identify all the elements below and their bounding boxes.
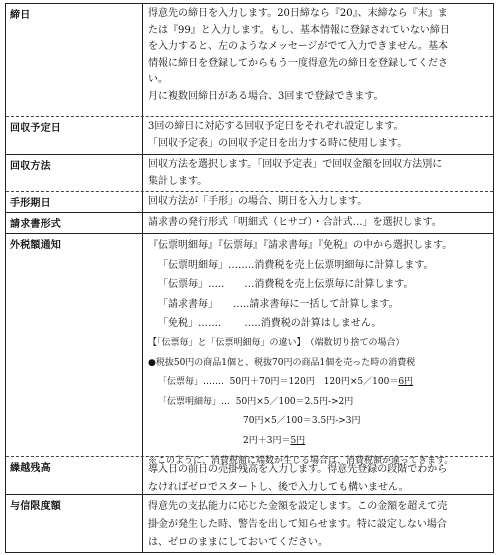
desc-line: 情報に締日を登録してからもう一度得意先の締日を登録してくださ	[148, 57, 448, 69]
label-credit-limit: 与信限度額	[10, 501, 61, 512]
desc-line: 『伝票明細毎』『伝票毎』『請求書毎』『免税』の中から選択します。	[148, 240, 453, 251]
example-label: 「伝票明細毎」…	[158, 396, 231, 407]
desc-collection-method	[148, 157, 489, 190]
label-collection-method: 回収方法	[10, 161, 51, 172]
desc-bill-due-date	[148, 194, 489, 211]
example-calc: 50円×5／100＝2.5円->2円	[235, 396, 354, 407]
label-external-tax-notice: 外税額通知	[10, 240, 61, 251]
difference-title: 【「伝票毎」と「伝票明細毎」の違い】 （端数切り捨ての場合）	[148, 337, 405, 348]
desc-line: なければゼロでスタートし、後で入力しても構いません。	[148, 481, 409, 493]
row-bill-due-date	[6, 191, 493, 213]
desc-credit-limit	[148, 498, 489, 552]
desc-external-tax-notice	[148, 236, 489, 471]
example-calc: 2円＋3円＝	[243, 435, 291, 446]
example-slip-detail	[148, 393, 489, 413]
row-collection-method	[6, 154, 493, 192]
desc-line: 掛金が発生した時、警告を出して知らせます。特に設定しない場合	[148, 519, 447, 530]
tax-option: 「伝票明細毎」……..消費税を売上伝票明細毎に計算します。	[158, 259, 434, 271]
row-collection-date	[6, 116, 493, 155]
example-sum	[148, 432, 489, 452]
desc-line: 3回の締日に対応する回収予定日をそれぞれ設定します。	[148, 121, 404, 132]
desc-line: 月に複数回締日がある場合、3回まで登録できます。	[148, 90, 384, 102]
tax-option: 「免税」……. …..消費税の計算はしません。	[158, 318, 382, 330]
example-result: 6円	[398, 377, 414, 388]
example-result: 5円	[290, 435, 306, 446]
field-description-table	[5, 3, 494, 553]
tax-option: 「伝票毎」….. …消費税を売上伝票毎に計算します。	[158, 279, 414, 291]
desc-line: い。	[148, 74, 168, 86]
desc-line: 「回収予定表」の回収予定日を出力する時に使用します。	[148, 137, 408, 149]
row-invoice-format	[6, 212, 493, 234]
label-collection-date: 回収予定日	[10, 123, 61, 134]
row-closing-date	[6, 4, 493, 116]
desc-line: を入力すると、左のようなメッセージがでて入力できません。基本	[148, 41, 448, 53]
row-external-tax-notice	[6, 233, 493, 466]
row-credit-limit	[6, 494, 493, 553]
example-calc: 70円×5／100＝3.5円->3円	[243, 416, 361, 427]
desc-line: 回収方法を選択します。「回収予定表」で回収金額を回収方法別に	[148, 159, 443, 170]
desc-line: 集計します。	[148, 175, 208, 187]
example-slip	[148, 373, 489, 393]
desc-carryover-balance	[148, 461, 489, 496]
desc-closing-date	[148, 6, 489, 106]
example-title: ●税抜50円の商品1個と、税抜70円の商品1個を売った時の消費税	[148, 357, 416, 368]
row-carryover-balance	[6, 456, 493, 495]
note: ※このように、消費税額に端数が生じる場合は、消費税額が違ってきます。	[148, 455, 454, 466]
desc-line: 回収方法が「手形」の場合、期日を入力します。	[148, 196, 368, 207]
label-closing-date: 締日	[10, 10, 31, 21]
desc-line: たは『99』と入力します。もし、基本情報に登録されていない締日	[148, 24, 450, 36]
desc-line: は、ゼロのままにしておいてください。	[148, 537, 328, 548]
example-calc: 50円＋70円＝120円 120円×5／100＝	[229, 377, 399, 388]
desc-line: 請求書の発行形式「明細式（ヒサゴ）・合計式…」を選択します。	[148, 217, 442, 228]
desc-line: 得意先の締日を入力します。20日締なら『20』、末締なら『末』ま	[148, 8, 448, 19]
desc-line: 導入日の前日の売掛残高を入力します。得意先登録の段階でわから	[148, 464, 448, 475]
desc-line: 得意先の支払能力に応じた金額を設定します。この金額を超えて売	[148, 501, 448, 512]
example-label: 「伝票毎」…….	[158, 377, 224, 388]
label-invoice-format: 請求書形式	[10, 219, 61, 230]
label-carryover-balance: 繰越残高	[10, 463, 51, 474]
desc-invoice-format	[148, 215, 489, 232]
desc-collection-date	[148, 119, 489, 152]
tax-option: 「請求書毎」 …..請求書毎に一括して計算します。	[158, 298, 399, 310]
label-bill-due-date: 手形期日	[10, 198, 51, 209]
